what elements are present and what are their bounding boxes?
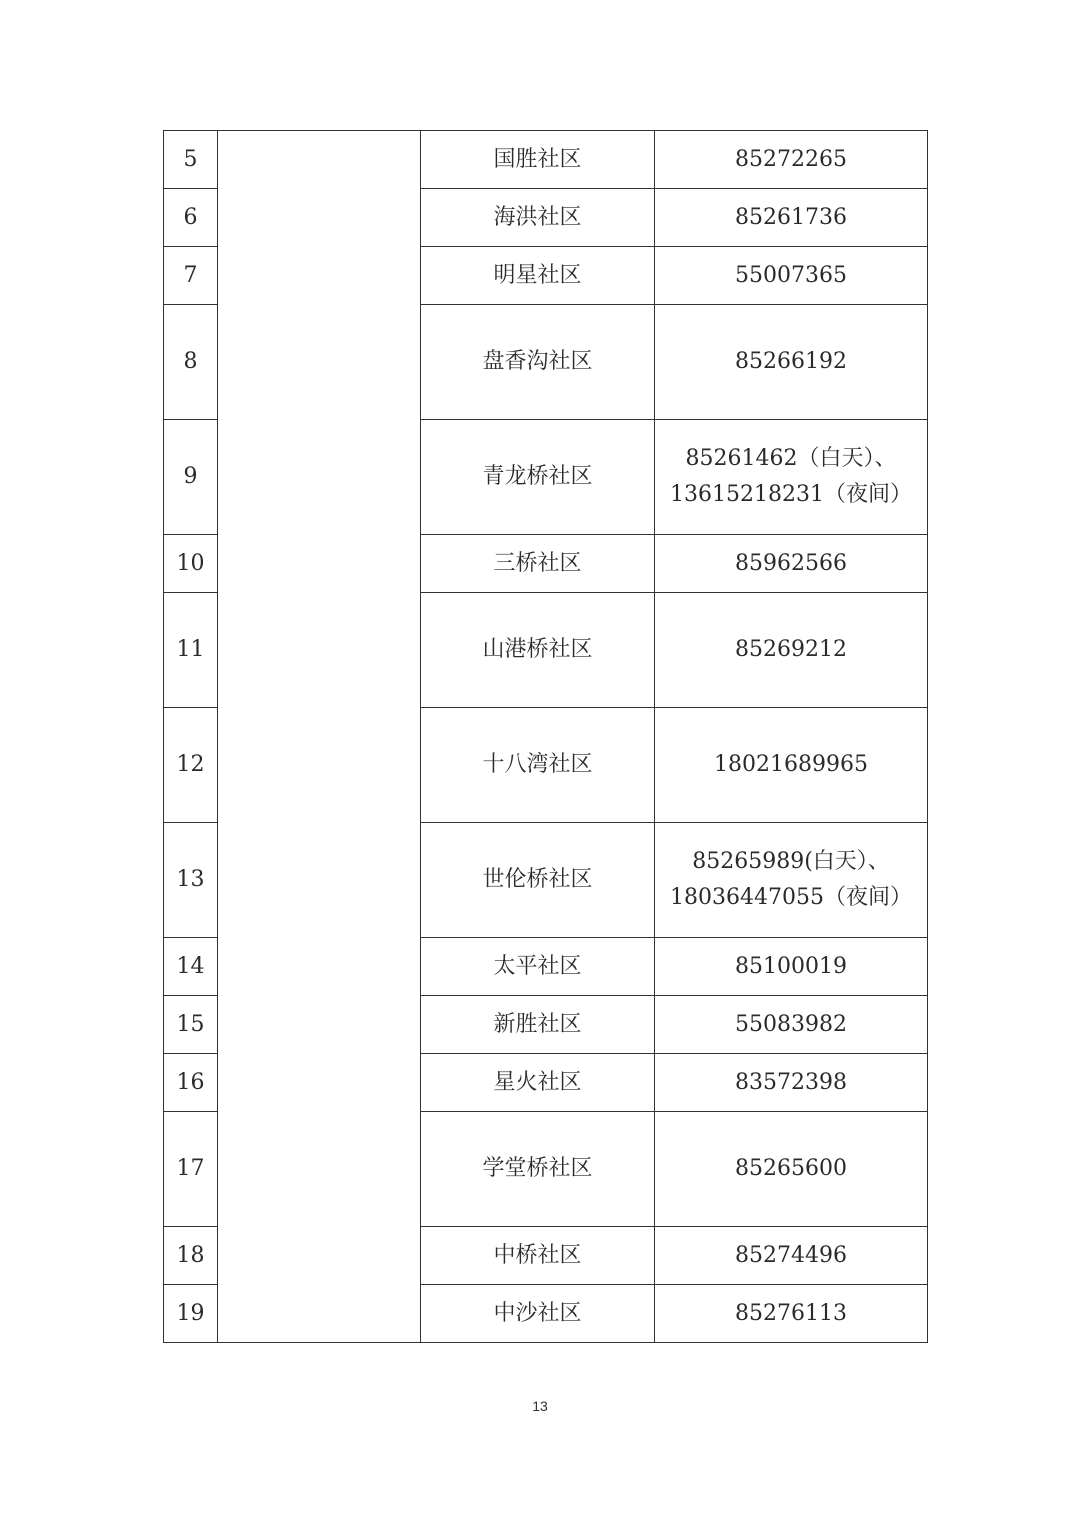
community-name: 学堂桥社区 — [421, 1112, 655, 1227]
phone-number: 85269212 — [735, 637, 847, 662]
row-number: 7 — [164, 247, 218, 305]
community-name: 盘香沟社区 — [421, 305, 655, 420]
phone-cell — [655, 593, 928, 708]
phone-cell — [655, 305, 928, 420]
community-contact-table — [163, 130, 928, 1343]
row-number: 5 — [164, 131, 218, 189]
phone-number: 55083982 — [735, 1011, 847, 1037]
row-number: 15 — [164, 996, 218, 1054]
row-number: 10 — [164, 535, 218, 593]
phone-number: 85274496 — [735, 1242, 847, 1268]
row-number: 18 — [164, 1227, 218, 1285]
row-number: 19 — [164, 1285, 218, 1343]
community-name: 世伦桥社区 — [421, 823, 655, 938]
row-number: 9 — [164, 420, 218, 535]
phone-cell — [655, 1227, 928, 1285]
phone-number: 85276113 — [735, 1300, 847, 1326]
row-number: 8 — [164, 305, 218, 420]
phone-cell — [655, 1112, 928, 1227]
community-name: 三桥社区 — [421, 535, 655, 593]
community-name: 明星社区 — [421, 247, 655, 305]
community-name: 中沙社区 — [421, 1285, 655, 1343]
phone-cell — [655, 1054, 928, 1112]
row-number: 16 — [164, 1054, 218, 1112]
community-name: 青龙桥社区 — [421, 420, 655, 535]
phone-cell — [655, 1285, 928, 1343]
row-number: 11 — [164, 593, 218, 708]
row-number: 12 — [164, 708, 218, 823]
phone-number: 55007365 — [735, 262, 847, 288]
phone-number: 18021689965 — [714, 752, 868, 777]
row-number: 13 — [164, 823, 218, 938]
row-number: 6 — [164, 189, 218, 247]
table-row — [164, 131, 928, 189]
community-name: 中桥社区 — [421, 1227, 655, 1285]
table-body — [164, 131, 928, 1343]
merged-street-cell — [218, 131, 421, 1343]
phone-number-night: 18036447055（夜间） — [670, 885, 912, 910]
phone-number: 85266192 — [735, 349, 847, 374]
phone-cell — [655, 535, 928, 593]
row-number: 14 — [164, 938, 218, 996]
phone-number: 83572398 — [735, 1069, 847, 1095]
phone-cell — [655, 247, 928, 305]
phone-cell — [655, 420, 928, 535]
community-name: 海洪社区 — [421, 189, 655, 247]
page-number: 13 — [532, 1398, 548, 1414]
phone-cell — [655, 131, 928, 189]
phone-number: 85261736 — [735, 204, 847, 230]
community-name: 十八湾社区 — [421, 708, 655, 823]
phone-number-night: 13615218231（夜间） — [670, 482, 912, 507]
community-name: 星火社区 — [421, 1054, 655, 1112]
phone-number: 85272265 — [735, 146, 847, 172]
community-name: 国胜社区 — [421, 131, 655, 189]
row-number: 17 — [164, 1112, 218, 1227]
phone-number: 85962566 — [735, 550, 847, 576]
phone-cell — [655, 938, 928, 996]
phone-cell — [655, 823, 928, 938]
phone-number-day: 85261462（白天）、 — [685, 446, 897, 471]
community-name: 新胜社区 — [421, 996, 655, 1054]
phone-cell — [655, 708, 928, 823]
community-name: 太平社区 — [421, 938, 655, 996]
phone-number: 85100019 — [735, 953, 847, 979]
phone-number: 85265600 — [735, 1156, 847, 1181]
phone-number-day: 85265989(白天）、 — [692, 849, 890, 874]
phone-cell — [655, 996, 928, 1054]
community-name: 山港桥社区 — [421, 593, 655, 708]
phone-cell — [655, 189, 928, 247]
